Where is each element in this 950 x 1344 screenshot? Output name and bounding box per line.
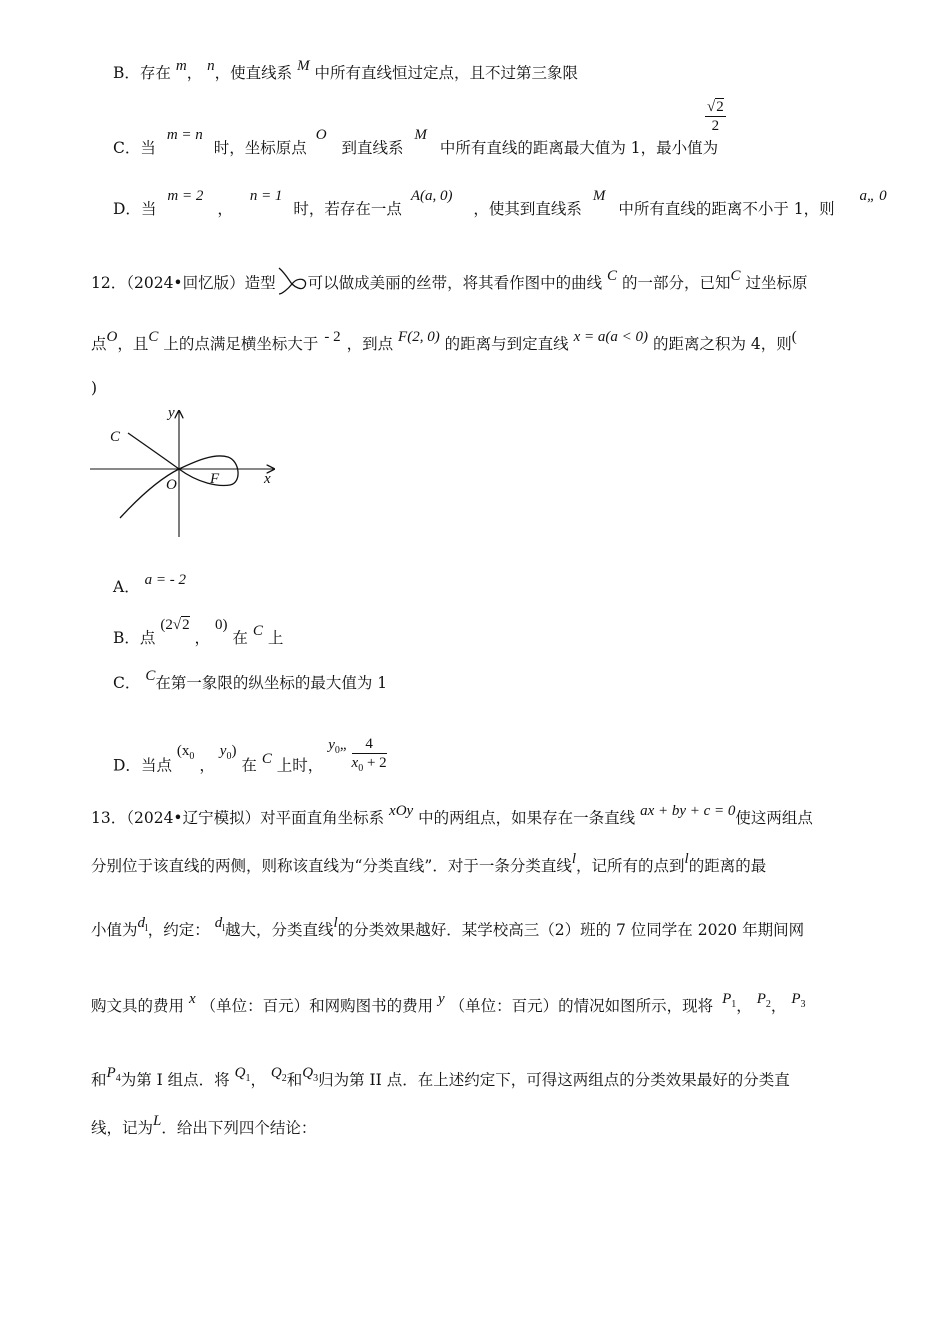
q12-figure: [88, 405, 278, 540]
q12-close-paren: ): [91, 379, 98, 397]
q12-option-d: D．当点 ($x_0$ ， $y_0$) 在 C 上时， $y_0„$ $\frac{4}{x_0 + 2}$: [113, 736, 387, 775]
q11-option-d: D．当 m = 2， n = 1 时，若存在一点 A(a, 0) ，使其到直线系 M 中所有直线的距离不小于 1，则 a„ 0: [113, 188, 887, 218]
fraction: $\frac{√2}{2}$: [707, 99, 724, 134]
label-y: y: [168, 405, 175, 421]
q12-option-a: A． a = - 2: [113, 572, 187, 596]
q12-option-c: C． C在第一象限的纵坐标的最大值为 1: [113, 668, 388, 692]
q13-line2: 分别位于该直线的两侧，则称该直线为“分类直线”．对于一条分类直线l，记所有的点到l的距离的最: [91, 851, 767, 875]
q12-line1: 12．（2024•回忆版）造型 可以做成美丽的丝带，将其看作图中的曲线 C 的一部分，已知C 过坐标原: [91, 264, 807, 294]
label-f: F: [210, 471, 220, 487]
q13-line6: 线，记为L．给出下列四个结论：: [91, 1113, 317, 1137]
label-c: C: [110, 429, 121, 445]
q13-line4: 购文具的费用 x （单位：百元）和网购图书的费用 y （单位：百元）的情况如图所示，现将 $P_1$， $P_2$， $P_3$: [91, 991, 806, 1015]
q13-line1: 13．（2024•辽宁模拟）对平面直角坐标系 xOy 中的两组点，如果存在一条直线 ax + by + c = 0使这两组点: [91, 803, 813, 827]
q11-option-c: C．当 m = n 时，坐标原点 O 到直线系 M 中所有直线的距离最大值为 1，最小值为: [113, 127, 719, 157]
fraction: $\frac{4}{x_0 + 2}$: [351, 736, 387, 774]
label-x: x: [264, 471, 271, 487]
q11-option-b: B．存在 m， n，使直线系 M 中所有直线恒过定点，且不过第三象限: [113, 58, 579, 82]
q11-c-fraction: [705, 98, 726, 135]
label-o: O: [166, 477, 177, 493]
ribbon-shape-icon: [276, 264, 308, 294]
q13-line5: 和$P_4$为第 I 组点．将 $Q_1$， $Q_2$和$Q_3$归为第 II 点．在上述约定下，可得这两组点的分类效果最好的分类直: [91, 1065, 790, 1089]
q12-line2: 点O，且C 上的点满足横坐标大于 - 2 ，到点 F(2, 0) 的距离与到定直线 x = a(a < 0) 的距离之积为 4，则(: [91, 329, 797, 353]
q13-line3: 小值为$d_l$，约定： $d_l$越大，分类直线l的分类效果越好．某学校高三（2）班的 7 位同学在 2020 年期间网: [91, 915, 805, 939]
q12-option-b: B．点 (2√2 ， 0) 在 C 上: [113, 617, 284, 647]
